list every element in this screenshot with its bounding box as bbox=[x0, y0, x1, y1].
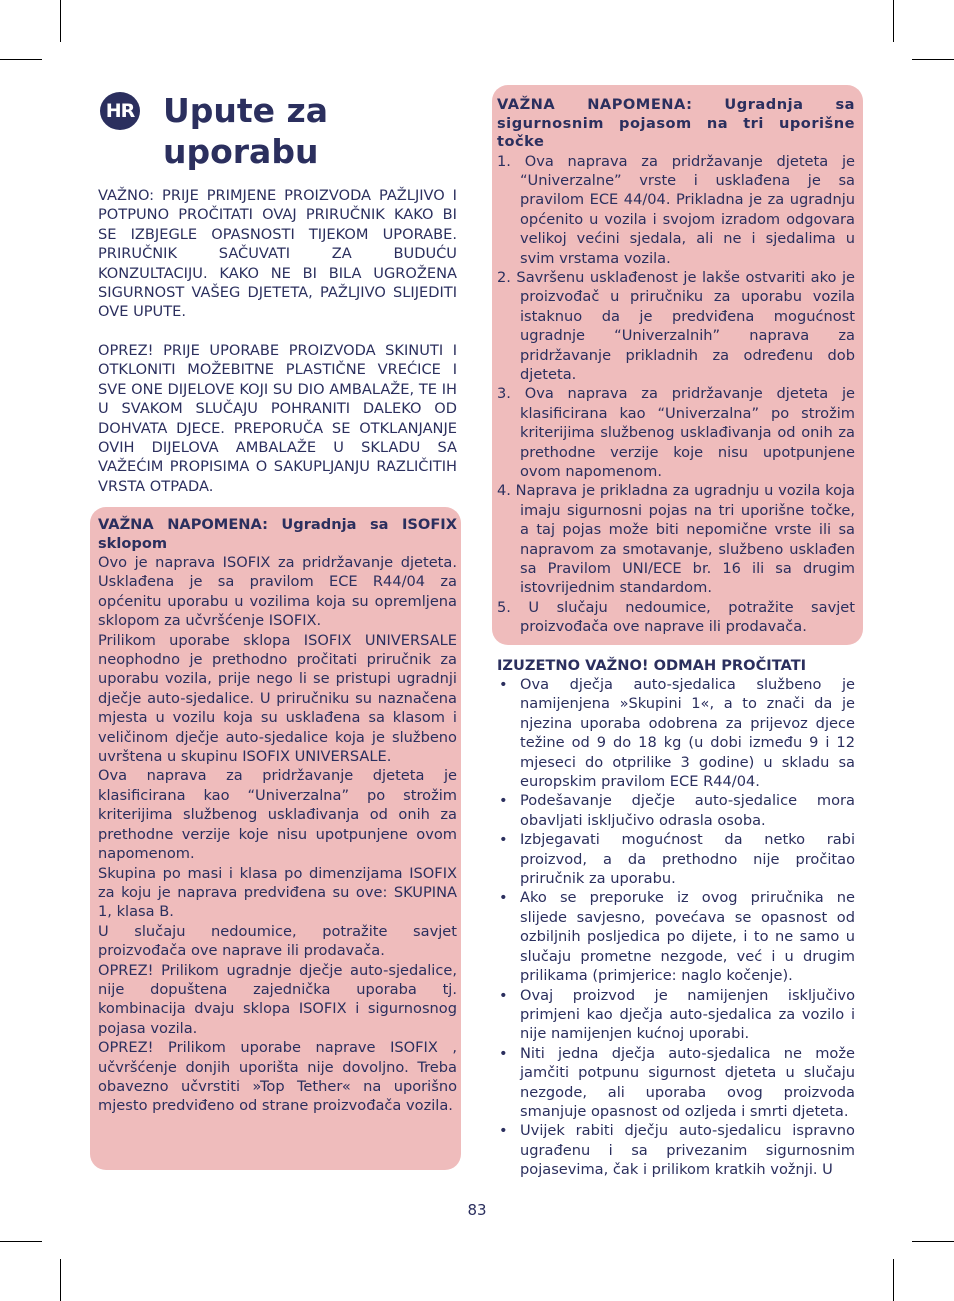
isofix-paragraph: Ovo je naprava ISOFIX za pridržavanje djeteta. Usklađena je sa pravilom ECE R44/04 za općenitu uporabu u vozilima koja su opremljena sklopom za učvršćenje ISOFIX. bbox=[98, 554, 457, 630]
isofix-paragraph: OPREZ! Prilikom uporabe naprave ISOFIX , učvršćenje donjih uporišta nije dovoljno. Treba obavezno učvrstiti »Top Tether« na uporišno mjesto predviđeno od strane proizvođača vozila. bbox=[98, 1039, 457, 1115]
isofix-note-content bbox=[98, 516, 457, 1116]
important-bullet: • Podešavanje dječje auto-sjedalice mora obavljati isključivo odrasla osoba. bbox=[497, 791, 855, 830]
important-bullet: • Ovaj proizvod je namijenjen isključivo primjeni kao dječja auto-sjedalica za vozilo i nije namijenjen kućnoj uporabi. bbox=[497, 986, 855, 1044]
crop-mark bbox=[60, 0, 61, 42]
important-bullet: • Ako se preporuke iz ovog priručnika ne slijede savjesno, povećava se opasnost od ozbiljnih posljedica po dijete, i to ne samo u slučaju prometne nezgode, već i u drugim prilikama (primjerice: naglo kočenje). bbox=[497, 888, 855, 985]
crop-mark bbox=[60, 1259, 61, 1301]
isofix-paragraph: Prilikom uporabe sklopa ISOFIX UNIVERSALE neophodno je prethodno pročitati priručnik za uporabu vozila, prije nego li se pristupi ugradnji dječje auto-sjedalice. U priručniku su naznačena mjesta u vozilu koja su usklađena sa klasom i veličinom dječje auto-sjedalice koja je službeno uvrštena u skupinu ISOFIX UNIVERSALE. bbox=[98, 631, 457, 766]
crop-mark bbox=[893, 1259, 894, 1301]
page-title: Upute za uporabu bbox=[163, 91, 329, 171]
isofix-note-heading: VAŽNA NAPOMENA: Ugradnja sa ISOFIX sklopom bbox=[98, 516, 457, 552]
important-bullet: • Ova dječja auto-sjedalica službeno je namijenjena »Skupini 1«, a to znači da je njezina uporaba odobrena za prijevoz djece težine od 9 do 18 kg (u dobi između 9 i 12 mjeseci do otprilike 3 godine) u skladu sa europskim pravilom ECE R44/04. bbox=[497, 675, 855, 791]
warning-paragraph: VAŽNO: PRIJE PRIMJENE PROIZVODA PAŽLJIVO I POTPUNO PROČITATI OVAJ PRIRUČNIK KAKO BI SE IZBJEGLE OPASNOSTI TIJEKOM UPORABE. PRIRUČNIK SAČUVATI ZA BUDUĆU KONZULTACIJU. KAKO NE BI BILA UGROŽENA SIGURNOST VAŠEG DJETETA, PAŽLJIVO SLIJEDITI OVE UPUTE. bbox=[98, 187, 457, 321]
isofix-paragraph: Skupina po masi i klasa po dimenzijama ISOFIX za koju je naprava predviđena su ove: SKUPINA 1, klasa B. bbox=[98, 864, 457, 921]
belt-list-item: 2. Savršenu usklađenost je lakše ostvariti ako je proizvođač u priručniku za uporabu vozila istaknuo da je predviđena mogućnost ugradnje “Univerzalnih” naprava za pridržavanje prikladnih za određenu dob djeteta. bbox=[497, 268, 855, 383]
crop-mark bbox=[912, 59, 954, 60]
isofix-paragraph: U slučaju nedoumice, potražite savjet proizvođača ove naprave ili prodavača. bbox=[98, 922, 457, 960]
belt-list-item: 1. Ova naprava za pridržavanje djeteta je “Univerzalne” vrste i usklađena je sa pravilom ECE 44/04. Prikladna je za ugradnju općenito u vozila i svojom izradom odgovara velikoj većini sjedala, ali ne i sjedalima u svim vrstama vozila. bbox=[497, 152, 855, 267]
belt-list-item: 5. U slučaju nedoumice, potražite savjet proizvođača ove naprave ili prodavača. bbox=[497, 598, 855, 636]
page-number: 83 bbox=[467, 1201, 487, 1219]
crop-mark bbox=[0, 59, 42, 60]
important-bullet: • Izbjegavati mogućnost da netko rabi proizvod, a da prethodno nije pročitao priručnik za uporabu. bbox=[497, 830, 855, 888]
belt-list-item: 4. Naprava je prikladna za ugradnju u vozila koja imaju sigurnosni pojas na tri uporišne točke, a taj pojas može biti nepomične vrste ili sa napravom za smotavanje, službeno usklađen sa Pravilom UNI/ECE br. 16 ili sa drugim istovrijednim standardom. bbox=[497, 482, 855, 597]
caution-paragraph: OPREZ! PRIJE UPORABE PROIZVODA SKINUTI I OTKLONITI MOŽEBITNE PLASTIČNE VREĆICE I SVE ONE DIJELOVE KOJI SU DIO AMBALAŽE, TE IH U SVAKOM SLUČAJU POHRANITI DALEKO OD DOHVATA DJECE. PREPORUČA SE OTKLANJANJE OVIH DIJELOVA AMBALAŽE U SKLADU SA VAŽEĆIM PROPISIMA O SAKUPLJANJU RAZLIČITIH VRSTA OTPADA. bbox=[98, 342, 457, 495]
belt-note-content bbox=[497, 96, 855, 637]
important-bullet: • Uvijek rabiti dječju auto-sjedalicu ispravno ugrađenu i sa privezanim sigurnosnim pojasevima, čak i prilikom kratkih vožnji. U bbox=[497, 1121, 855, 1179]
language-badge: HR bbox=[100, 92, 140, 130]
isofix-paragraph: OPREZ! Prilikom ugradnje dječje auto-sjedalice, nije dopuštena zajednička uporaba tj. kombinacija dvaju sklopa ISOFIX i sigurnosnog pojasa vozila. bbox=[98, 961, 457, 1037]
crop-mark bbox=[0, 1241, 42, 1242]
important-section bbox=[497, 656, 855, 1180]
crop-mark bbox=[912, 1241, 954, 1242]
isofix-paragraph: Ova naprava za pridržavanje djeteta je klasificirana kao “Univerzalna” po strožim kriterijima službenog usklađivanja od onih za prethodne verzije koje nisu upotpunjene ovom napomenom. bbox=[98, 767, 457, 863]
belt-list-item: 3. Ova naprava za pridržavanje djeteta je klasificirana kao “Univerzalna” po strožim kriterijima službenog usklađivanja od onih za prethodne verzije koje nisu upotpunjene ovom napomenom. bbox=[497, 385, 855, 480]
belt-note-heading: VAŽNA NAPOMENA: Ugradnja sa sigurnosnim pojasom na tri uporišne točke bbox=[497, 96, 855, 150]
important-heading: IZUZETNO VAŽNO! ODMAH PROČITATI bbox=[497, 657, 807, 674]
important-bullet: • Niti jedna dječja auto-sjedalica ne može jamčiti potpunu sigurnost djeteta u slučaju nezgode, ali uporaba ovog proizvoda smanjuje opasnost od ozljeda i smrti djeteta. bbox=[497, 1044, 855, 1122]
crop-mark bbox=[893, 0, 894, 42]
